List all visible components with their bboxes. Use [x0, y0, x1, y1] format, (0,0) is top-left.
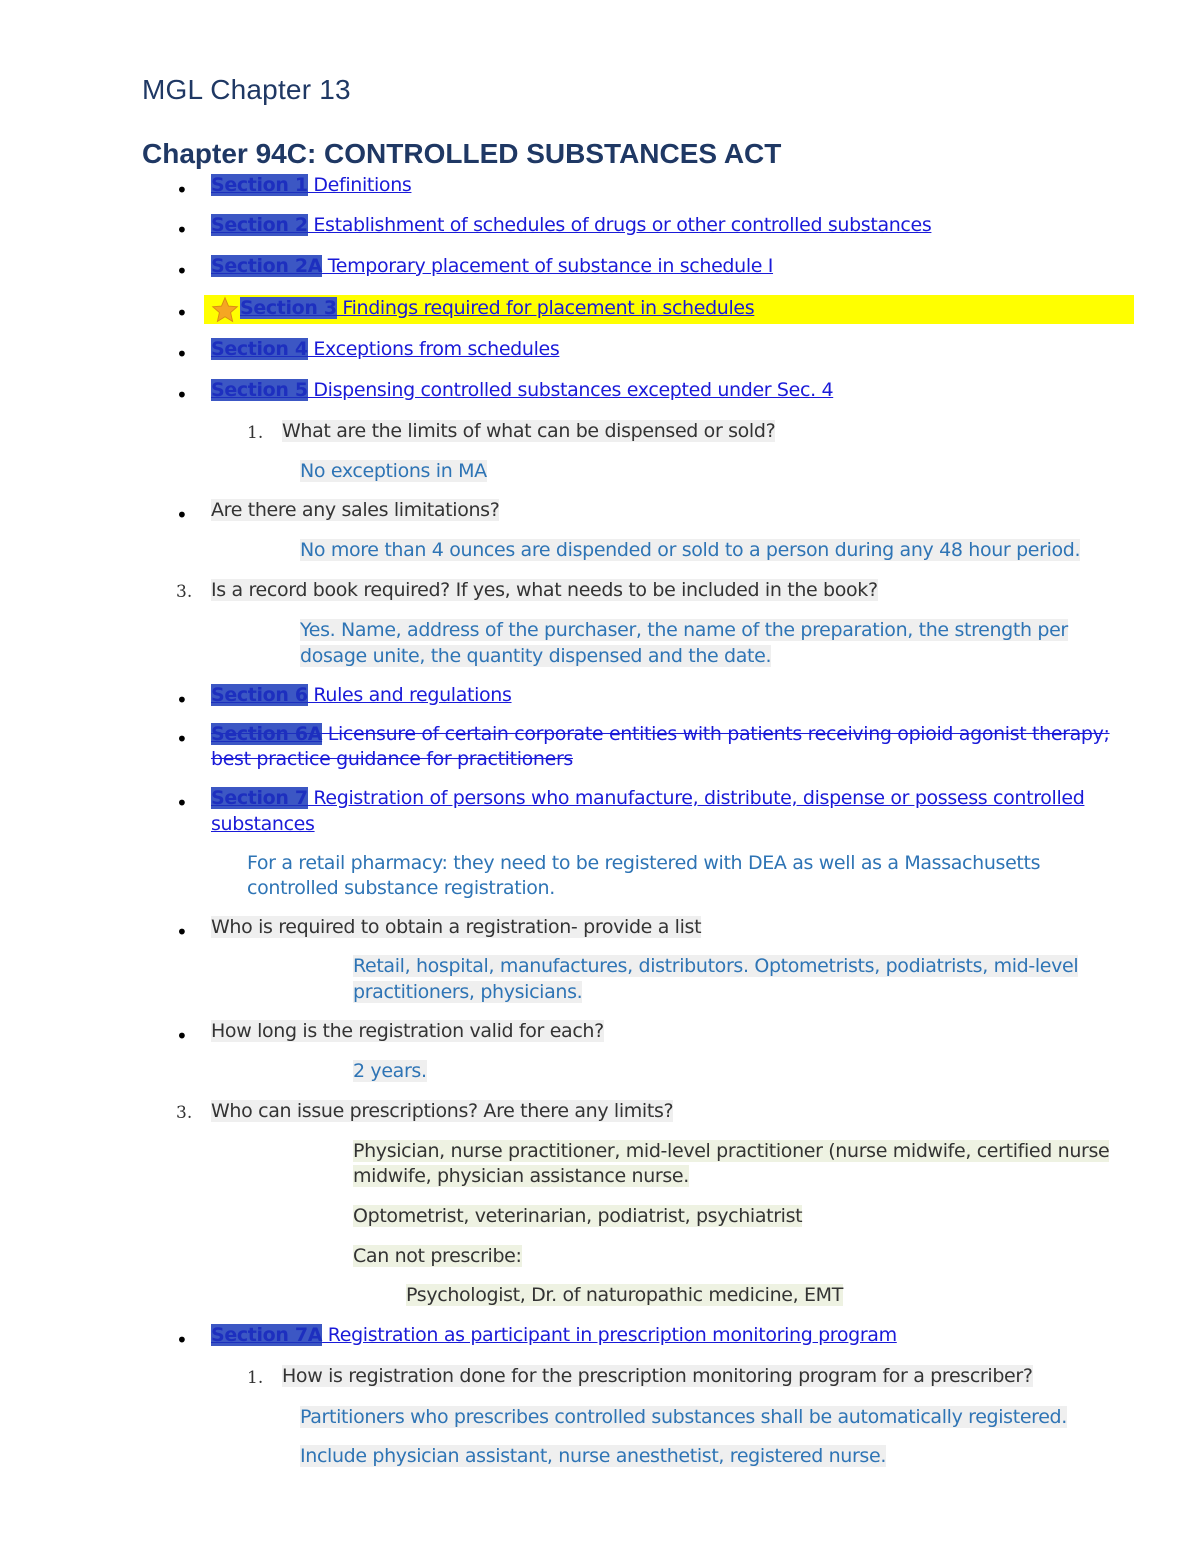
bullet: • [176, 727, 188, 751]
section-link-7a[interactable] [211, 1324, 897, 1346]
bullet: • [176, 1328, 188, 1352]
bullet: • [176, 218, 188, 242]
answer-text: dosage unite, the quantity dispensed and the date. [300, 645, 772, 667]
question-text: Are there any sales limitations? [211, 499, 500, 521]
section-label[interactable]: Section 2A [211, 255, 323, 277]
question-text: How long is the registration valid for each? [211, 1020, 604, 1042]
section-title[interactable]: Registration of persons who manufacture, distribute, dispense or possess controlled [307, 787, 1085, 809]
section-title[interactable]: Establishment of schedules of drugs or other controlled substances [307, 214, 932, 236]
bullet: • [176, 259, 188, 283]
answer-text: 2 years. [353, 1060, 427, 1082]
section-label[interactable]: Section 2 [211, 214, 308, 236]
section-link-2a[interactable] [211, 255, 773, 277]
bullet: • [176, 301, 188, 325]
answer-text: For a retail pharmacy: they need to be registered with DEA as well as a Massachusetts [247, 852, 1041, 874]
bullet: • [176, 688, 188, 712]
section-title[interactable]: Definitions [307, 174, 412, 196]
bullet: • [176, 342, 188, 366]
page-title: MGL Chapter 13 [142, 74, 351, 105]
section-label[interactable]: Section 6 [211, 684, 308, 706]
question-text: Is a record book required? If yes, what needs to be included in the book? [211, 579, 878, 601]
answer-text: controlled substance registration. [247, 877, 555, 899]
section-link-7[interactable] [211, 787, 1084, 809]
section-title[interactable]: Licensure of certain corporate entities with patients receiving opioid agonist therapy; [322, 723, 1110, 745]
list-number: 3. [176, 1103, 193, 1123]
answer-text: Yes. Name, address of the purchaser, the name of the preparation, the strength per [300, 619, 1068, 641]
answer-text: Can not prescribe: [353, 1245, 522, 1267]
bullet: • [176, 791, 188, 815]
section-title-continued[interactable]: best practice guidance for practitioners [211, 748, 573, 770]
section-title[interactable]: Dispensing controlled substances excepted under Sec. 4 [307, 379, 834, 401]
bullet: • [176, 503, 188, 527]
bullet: • [176, 383, 188, 407]
section-link-1[interactable] [211, 174, 411, 196]
answer-text: midwife, physician assistance nurse. [353, 1165, 689, 1187]
answer-text: Partitioners who prescribes controlled substances shall be automatically registered. [300, 1406, 1067, 1428]
list-number: 1. [247, 423, 264, 443]
answer-text: No exceptions in MA [300, 460, 487, 482]
section-title[interactable]: Exceptions from schedules [307, 338, 560, 360]
list-number: 3. [176, 582, 193, 602]
section-title[interactable]: Rules and regulations [307, 684, 512, 706]
section-link-4[interactable] [211, 338, 559, 360]
answer-text: Retail, hospital, manufactures, distributors. Optometrists, podiatrists, mid-level [353, 955, 1079, 977]
section-link-6a[interactable] [211, 723, 1110, 745]
section-label[interactable]: Section 6A [211, 723, 323, 745]
section-title[interactable]: Registration as participant in prescription monitoring program [322, 1324, 897, 1346]
question-text: How is registration done for the prescription monitoring program for a prescriber? [282, 1365, 1033, 1387]
section-title-continued[interactable]: substances [211, 813, 315, 835]
answer-text: No more than 4 ounces are dispended or sold to a person during any 48 hour period. [300, 539, 1081, 561]
section-title[interactable]: Findings required for placement in schedules [336, 297, 755, 319]
section-label[interactable]: Section 5 [211, 379, 308, 401]
section-label[interactable]: Section 4 [211, 338, 308, 360]
question-text: Who can issue prescriptions? Are there any limits? [211, 1100, 674, 1122]
section-link-2[interactable] [211, 214, 931, 236]
list-number: 1. [247, 1368, 264, 1388]
section-link-3[interactable] [240, 297, 754, 319]
question-text: Who is required to obtain a registration- provide a list [211, 916, 702, 938]
bullet: • [176, 1024, 188, 1048]
section-title[interactable]: Temporary placement of substance in schedule I [322, 255, 774, 277]
bullet: • [176, 178, 188, 202]
answer-text: Physician, nurse practitioner, mid-level practitioner (nurse midwife, certified nurse [353, 1140, 1110, 1162]
chapter-heading: Chapter 94C: CONTROLLED SUBSTANCES ACT [142, 138, 782, 169]
question-text: What are the limits of what can be dispensed or sold? [282, 420, 776, 442]
answer-text: Include physician assistant, nurse anesthetist, registered nurse. [300, 1445, 887, 1467]
answer-text: Optometrist, veterinarian, podiatrist, psychiatrist [353, 1205, 803, 1227]
answer-text: practitioners, physicians. [353, 981, 583, 1003]
section-link-6[interactable] [211, 684, 512, 706]
answer-text: Psychologist, Dr. of naturopathic medicine, EMT [406, 1284, 843, 1306]
section-label[interactable]: Section 1 [211, 174, 308, 196]
section-link-5[interactable] [211, 379, 833, 401]
section-label[interactable]: Section 7 [211, 787, 308, 809]
section-label[interactable]: Section 7A [211, 1324, 323, 1346]
star-icon [211, 296, 239, 324]
bullet: • [176, 920, 188, 944]
section-label[interactable]: Section 3 [240, 297, 337, 319]
